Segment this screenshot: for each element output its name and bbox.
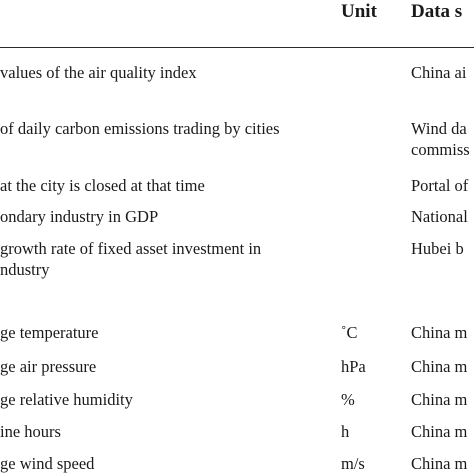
row-description: at the city is closed at that time: [0, 176, 205, 195]
row-unit: ˚C: [341, 323, 358, 342]
row-data-source-line2: commiss: [411, 140, 470, 159]
row-data-source: National: [411, 207, 468, 226]
row-data-source: China ai: [411, 63, 467, 82]
row-description: ine hours: [0, 422, 61, 441]
row-description: ondary industry in GDP: [0, 207, 159, 226]
row-unit: %: [341, 390, 355, 409]
row-data-source: China m: [411, 390, 468, 409]
header-rule: [0, 47, 474, 48]
row-unit: h: [341, 422, 350, 441]
row-description: growth rate of fixed asset investment in: [0, 239, 262, 258]
row-data-source: Wind da: [411, 119, 467, 138]
header-unit: Unit: [341, 1, 377, 22]
row-data-source: China m: [411, 357, 468, 376]
row-description: ge temperature: [0, 323, 99, 342]
row-data-source: Hubei b: [411, 239, 464, 258]
row-unit: m/s: [341, 454, 365, 473]
row-description: ge air pressure: [0, 357, 97, 376]
row-data-source: Portal of: [411, 176, 469, 195]
row-description: ge relative humidity: [0, 390, 133, 409]
row-data-source: China m: [411, 422, 468, 441]
row-unit: hPa: [341, 357, 366, 376]
row-description: ge wind speed: [0, 454, 95, 473]
row-data-source: China m: [411, 323, 468, 342]
header-data-source: Data s: [411, 1, 463, 22]
row-description: of daily carbon emissions trading by cities: [0, 119, 280, 138]
row-description: values of the air quality index: [0, 63, 197, 82]
row-data-source: China m: [411, 454, 468, 473]
row-description-line2: ndustry: [0, 260, 50, 279]
